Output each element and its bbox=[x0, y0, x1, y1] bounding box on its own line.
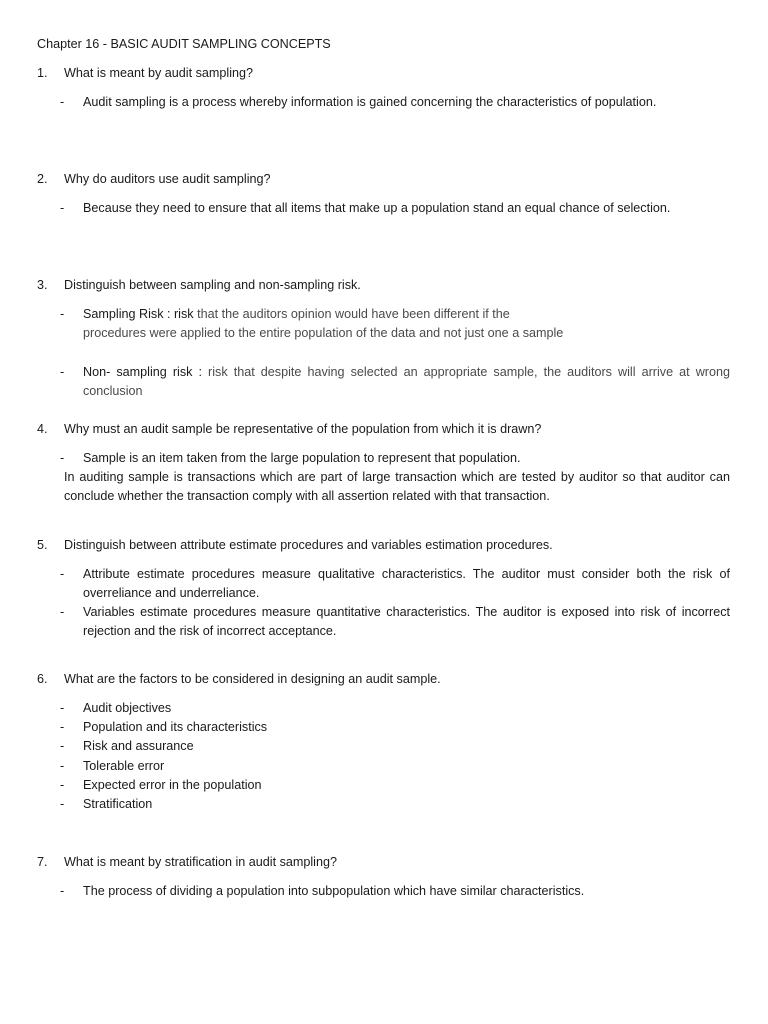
bullet-dash: - bbox=[60, 778, 65, 792]
question-text: What is meant by stratification in audit sampling? bbox=[64, 855, 337, 869]
question-number: 1. bbox=[37, 66, 48, 80]
sampling-risk-text-continued: procedures were applied to the entire population of the data and not just one a sample bbox=[83, 326, 564, 341]
factor-item: Expected error in the population bbox=[83, 778, 262, 792]
non-sampling-risk-definition bbox=[83, 363, 730, 402]
factor-item: Risk and assurance bbox=[83, 739, 194, 753]
bullet-dash: - bbox=[60, 567, 65, 581]
answer-paragraph: In auditing sample is transactions which are part of large transaction which are tested by auditor so that auditor can conclude whether the transaction comply with all assertion related with that transaction. bbox=[64, 470, 730, 504]
bullet-dash: - bbox=[60, 701, 65, 715]
answer-text: Because they need to ensure that all items that make up a population stand an equal chance of selection. bbox=[83, 201, 671, 215]
factor-item: Audit objectives bbox=[83, 701, 172, 715]
sampling-risk-text: that the auditors opinion would have been different if the bbox=[193, 307, 510, 321]
answer-text: Audit sampling is a process whereby information is gained concerning the characteristics of population. bbox=[83, 95, 657, 109]
non-sampling-risk-label: Non- sampling risk : bbox=[83, 365, 202, 379]
bullet-dash: - bbox=[60, 307, 65, 321]
sampling-risk-definition bbox=[83, 305, 730, 344]
bullet-dash: - bbox=[60, 759, 65, 773]
bullet-dash: - bbox=[60, 95, 65, 109]
bullet-dash: - bbox=[60, 451, 65, 465]
question-text: What are the factors to be considered in designing an audit sample. bbox=[64, 672, 441, 686]
non-sampling-risk-text: risk that despite having selected an appropriate sample, the auditors will arrive at wrong conclusion bbox=[83, 365, 731, 399]
question-number: 7. bbox=[37, 855, 48, 869]
bullet-dash: - bbox=[60, 739, 65, 753]
bullet-dash: - bbox=[60, 884, 65, 898]
bullet-dash: - bbox=[60, 201, 65, 215]
bullet-dash: - bbox=[60, 365, 65, 379]
question-text: Why do auditors use audit sampling? bbox=[64, 172, 271, 186]
factor-item: Tolerable error bbox=[83, 759, 165, 773]
question-text: What is meant by audit sampling? bbox=[64, 66, 253, 80]
factor-item: Population and its characteristics bbox=[83, 720, 268, 734]
factor-item: Stratification bbox=[83, 797, 153, 811]
answer-text: Sample is an item taken from the large population to represent that population. bbox=[83, 451, 521, 465]
variables-procedures-text: Variables estimate procedures measure quantitative characteristics. The auditor is exposed into risk of incorrect rejection and the risk of incorrect acceptance. bbox=[83, 605, 730, 639]
question-text: Why must an audit sample be representative of the population from which it is drawn? bbox=[64, 422, 542, 436]
question-number: 3. bbox=[37, 278, 48, 292]
question-number: 2. bbox=[37, 172, 48, 186]
bullet-dash: - bbox=[60, 605, 65, 619]
question-number: 5. bbox=[37, 538, 48, 552]
answer-text: The process of dividing a population into subpopulation which have similar characteristics. bbox=[83, 884, 585, 898]
question-text: Distinguish between sampling and non-sampling risk. bbox=[64, 278, 361, 292]
sampling-risk-label: Sampling Risk : risk bbox=[83, 307, 194, 321]
question-text: Distinguish between attribute estimate procedures and variables estimation procedures. bbox=[64, 538, 553, 552]
question-number: 4. bbox=[37, 422, 48, 436]
attribute-procedures-text: Attribute estimate procedures measure qualitative characteristics. The auditor must consider both the risk of overreliance and underreliance. bbox=[83, 567, 730, 601]
document-title: Chapter 16 - BASIC AUDIT SAMPLING CONCEPTS bbox=[37, 37, 331, 51]
question-number: 6. bbox=[37, 672, 48, 686]
bullet-dash: - bbox=[60, 720, 65, 734]
bullet-dash: - bbox=[60, 797, 65, 811]
